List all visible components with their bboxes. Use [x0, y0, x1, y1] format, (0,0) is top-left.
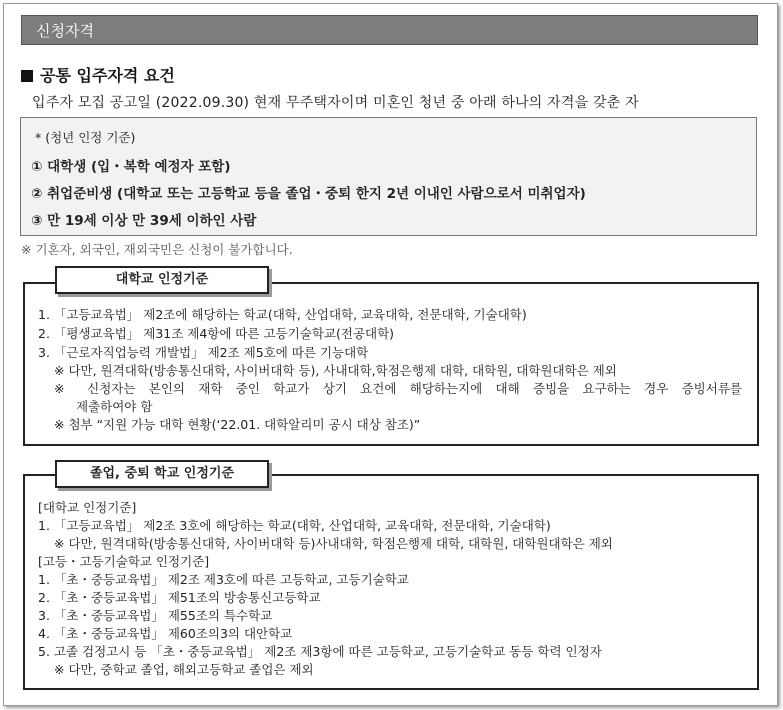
criteria-note: ※ 신청자는 본인의 재학 중인 학교가 상기 요건에 해당하는지에 대해 증빙을 요구하는 경우 증빙서류를 [54, 381, 742, 396]
youth-criteria-box [20, 117, 757, 236]
youth-criteria-label: * (청년 인정 기준) [35, 130, 136, 145]
criteria-subheading: [고등・고등기술학교 인정기준] [38, 554, 210, 569]
youth-criteria-item: ③ 만 19세 이상 만 39세 이하인 사람 [31, 213, 257, 229]
criteria-line: 1. 「고등교육법」 제2조에 해당하는 학교(대학, 산업대학, 교육대학, 전문대학, 기술대학) [38, 307, 527, 322]
criteria-line: 1. 「고등교육법」 제2조 3호에 해당하는 학교(대학, 산업대학, 교육대학, 전문대학, 기술대학) [38, 518, 551, 533]
criteria-line: 3. 「초・중등교육법」 제55조의 특수학교 [38, 608, 273, 623]
youth-criteria-item: ② 취업준비생 (대학교 또는 고등학교 등을 졸업・중퇴 한지 2년 이내인 사람으로서 미취업자) [31, 186, 586, 202]
criteria-note: ※ 첨부 “지원 가능 대학 현황(‘22.01. 대학알리미 공시 대상 참조)” [54, 417, 421, 432]
criteria-line: 2. 「평생교육법」 제31조 제4항에 따른 고등기술학교(전공대학) [38, 326, 395, 341]
section-title: 신청자격 [36, 22, 94, 40]
criteria-line: 1. 「초・중등교육법」 제2조 제3호에 따른 고등학교, 고등기술학교 [38, 572, 409, 587]
criteria-note: ※ 다만, 원격대학(방송통신대학, 사이버대학 등)사내대학, 학점은행제 대학, 대학원, 대학원대학은 제외 [54, 536, 613, 551]
criteria-note-continued: 제출하여야 함 [76, 399, 153, 414]
section-title-bar [21, 15, 758, 45]
square-bullet-icon [21, 70, 33, 82]
criteria-line: 5. 고졸 검정고시 등 「초・중등교육법」 제2조 제3항에 따른 고등학교, 고등기술학교 동등 학력 인정자 [38, 644, 602, 659]
youth-criteria-item: ① 대학생 (입・복학 예정자 포함) [31, 159, 231, 175]
heading-text: 공통 입주자격 요건 [40, 66, 175, 85]
criteria-note: ※ 다만, 원격대학(방송통신대학, 사이버대학 등), 사내대학,학점은행제 대학, 대학원, 대학원대학은 제외 [54, 363, 617, 378]
university-criteria-tab: 대학교 인정기준 [55, 266, 269, 294]
criteria-line: 3. 「근로자직업능력 개발법」 제2조 제5호에 따른 기능대학 [38, 345, 369, 360]
criteria-note: ※ 다만, 중학교 졸업, 해외고등학교 졸업은 제외 [54, 662, 314, 677]
exclusion-note: ※ 기혼자, 외국인, 재외국민은 신청이 불가합니다. [21, 242, 293, 257]
common-requirements-heading [21, 63, 175, 86]
criteria-subheading: [대학교 인정기준] [38, 500, 137, 515]
criteria-line: 2. 「초・중등교육법」 제51조의 방송통신고등학교 [38, 590, 321, 605]
graduate-criteria-tab: 졸업, 중퇴 학교 인정기준 [55, 460, 269, 488]
eligibility-intro: 입주자 모집 공고일 (2022.09.30) 현재 무주택자이며 미혼인 청년 중 아래 하나의 자격을 갖춘 자 [32, 95, 639, 111]
criteria-line: 4. 「초・중등교육법」 제60조의3의 대안학교 [38, 626, 293, 641]
